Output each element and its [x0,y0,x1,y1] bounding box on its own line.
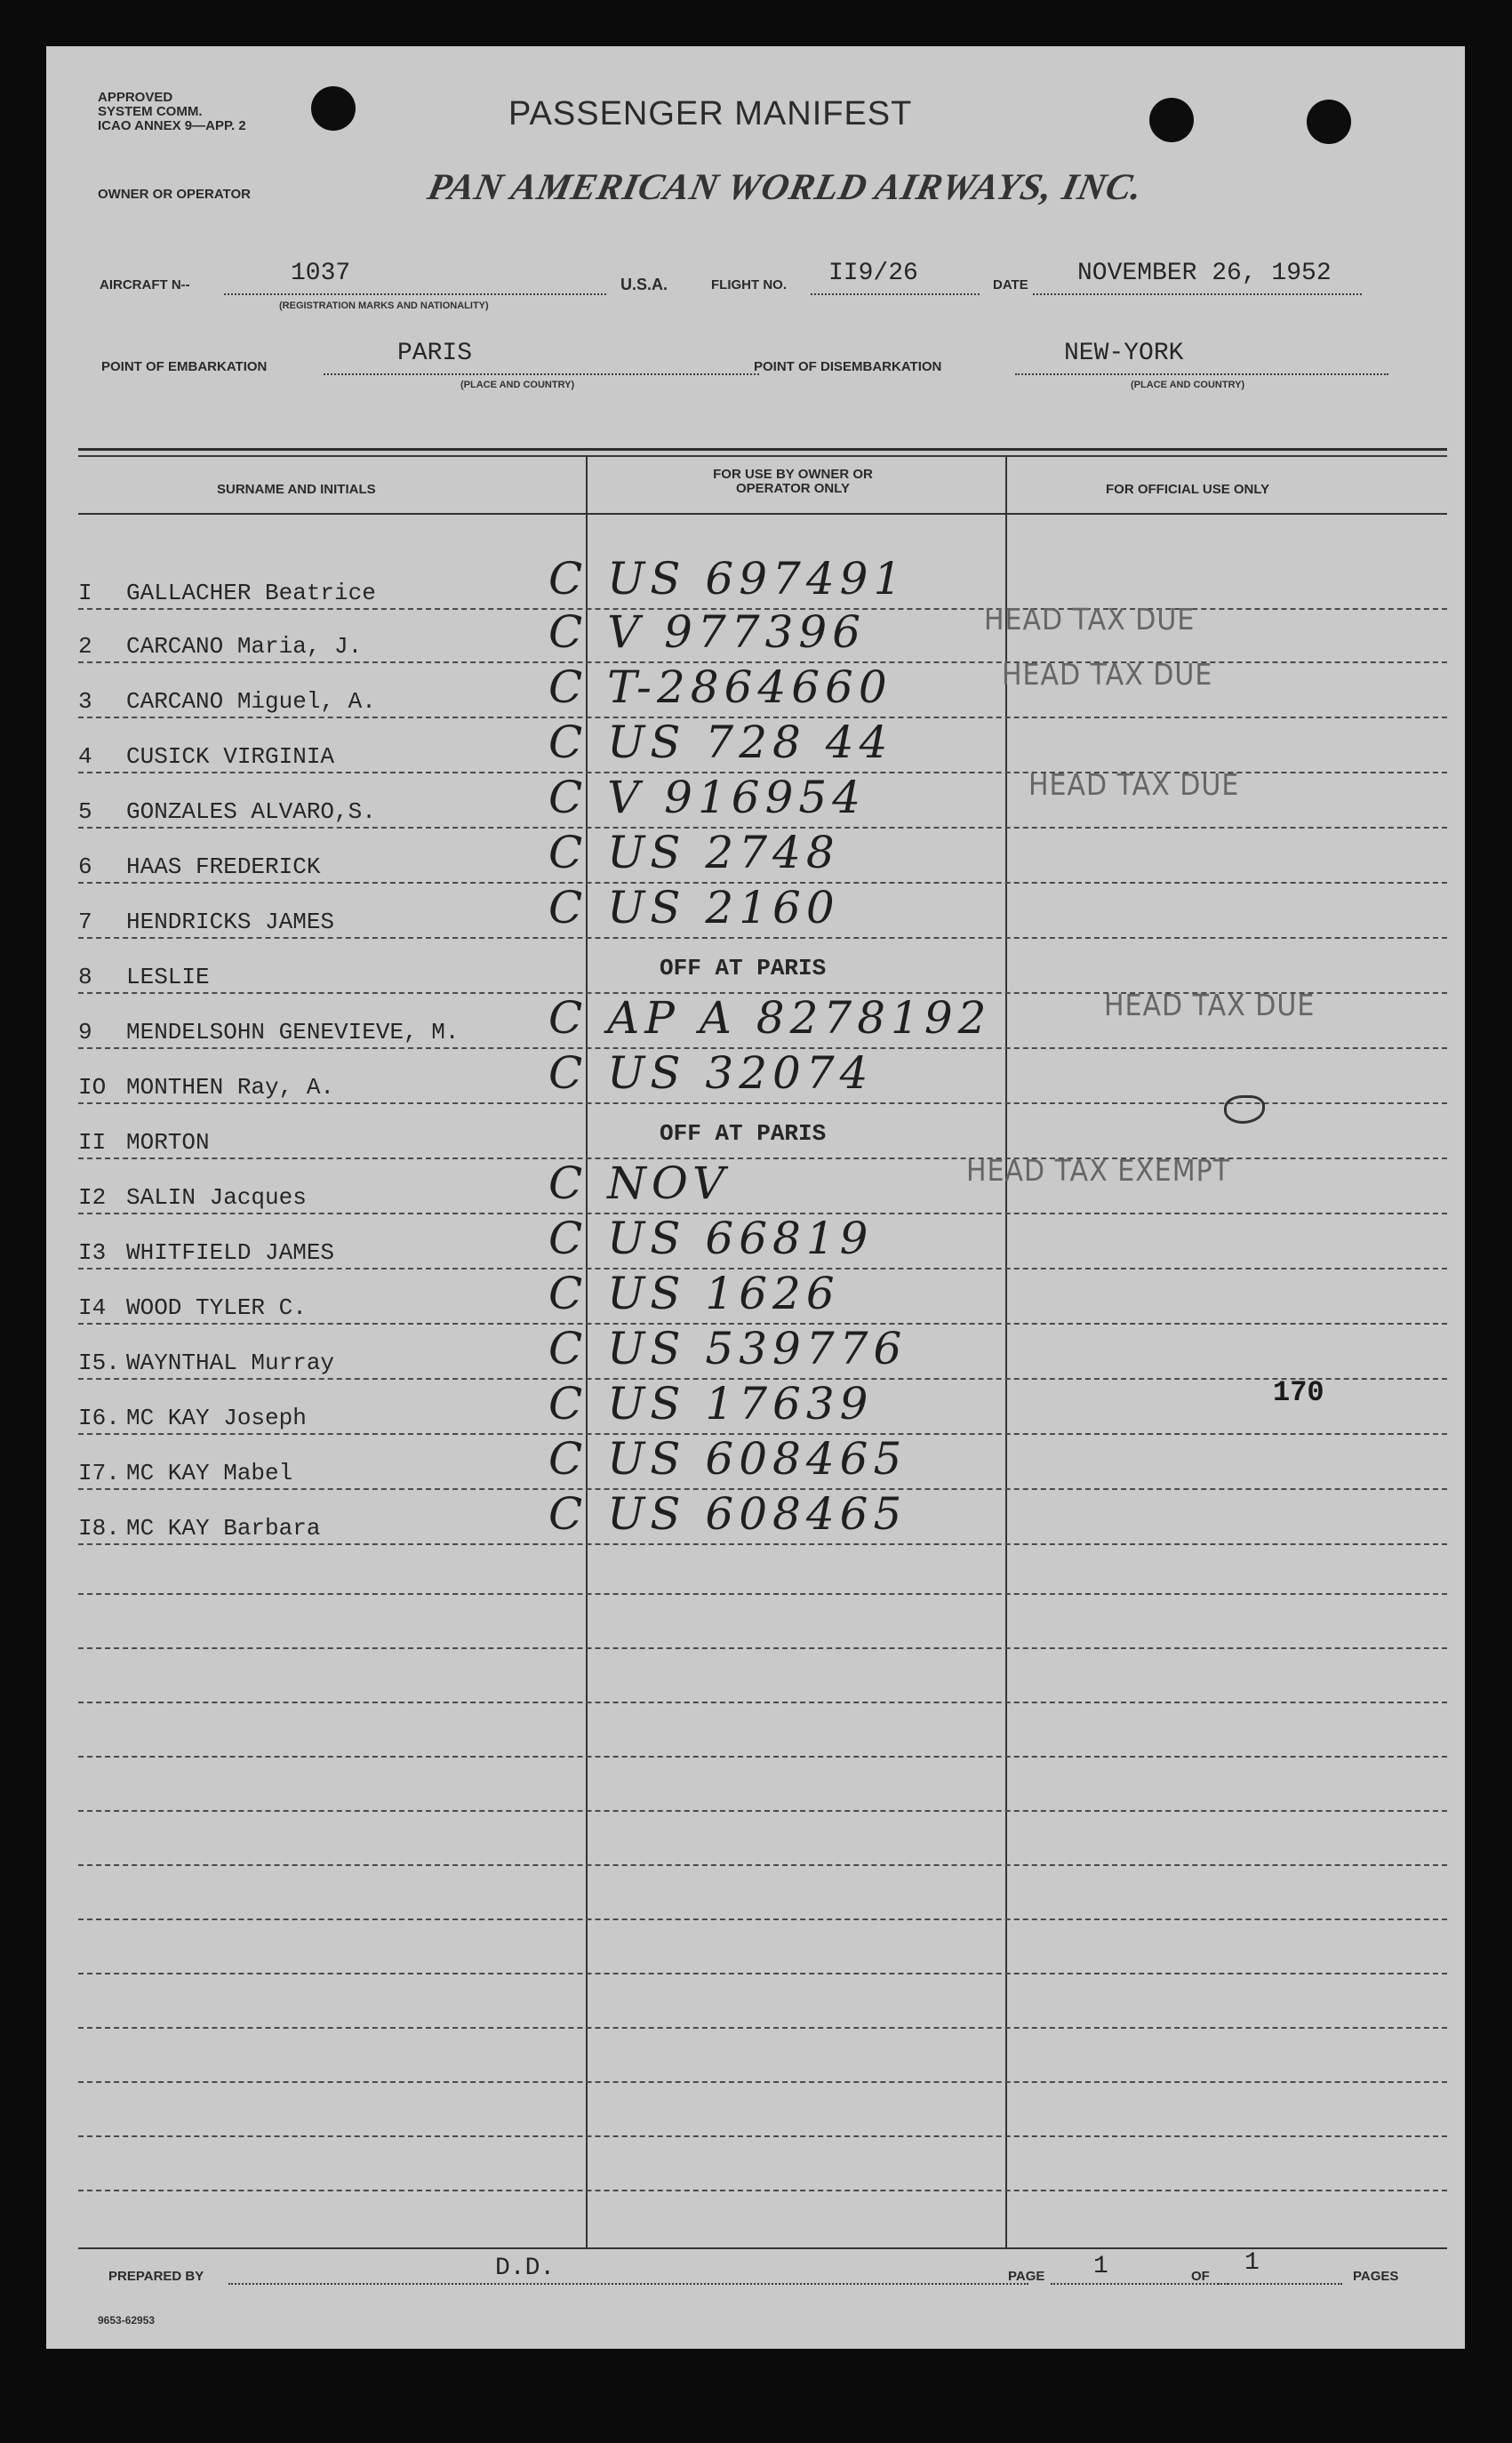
passport-number: C US 539776 [548,1323,908,1374]
owner-note: OFF AT PARIS [660,1120,827,1147]
row-rule [78,1543,1447,1545]
passport-number: C NOV [548,1157,731,1209]
aircraft-number: 1037 [291,260,351,287]
row-number: 3 [78,688,92,715]
row-number: 5 [78,798,92,825]
row-number: I5. [78,1350,120,1376]
passenger-name: LESLIE [126,964,210,990]
punch-hole [311,86,356,131]
head-tax-stamp: HEAD TAX DUE [984,603,1196,637]
row-rule [78,937,1447,939]
total-pages: 1 [1244,2249,1260,2277]
row-number: IO [78,1074,107,1101]
head-tax-stamp: HEAD TAX DUE [1002,658,1213,693]
passenger-name: MC KAY Joseph [126,1405,307,1431]
passport-number: C US 17639 [548,1378,874,1430]
disembark-label: POINT OF DISEMBARKATION [754,359,942,374]
pages-label: PAGES [1353,2269,1399,2284]
passenger-name: MONTHEN Ray, A. [126,1074,335,1101]
approval-line: ICAO ANNEX 9—APP. 2 [98,118,246,133]
owner-note: OFF AT PARIS [660,955,827,981]
of-underline [1218,2283,1342,2285]
column-divider [1005,457,1007,2248]
col-header-official: FOR OFFICIAL USE ONLY [1106,482,1270,497]
passenger-name: GALLACHER Beatrice [126,580,376,606]
prepared-underline [228,2283,1028,2285]
blank-row-rule [78,2081,1447,2083]
passenger-name: MENDELSOHN GENEVIEVE, M. [126,1019,460,1045]
flight-number: II9/26 [828,260,918,287]
embark-label: POINT OF EMBARKATION [101,359,268,374]
page-title: PASSENGER MANIFEST [508,95,913,132]
blank-row-rule [78,1918,1447,1920]
blank-row-rule [78,1647,1447,1649]
date-underline [1033,293,1362,295]
aircraft-label: AIRCRAFT N-- [100,277,190,292]
blank-row-rule [78,2190,1447,2191]
passenger-name: WHITFIELD JAMES [126,1239,335,1266]
passenger-name: HENDRICKS JAMES [126,909,335,935]
date-label: DATE [993,277,1028,292]
passport-number: C US 2160 [548,882,840,933]
passport-number: C US 608465 [548,1433,908,1485]
passenger-name: WAYNTHAL Murray [126,1350,335,1376]
row-number: 6 [78,853,92,880]
approval-line: SYSTEM COMM. [98,104,203,119]
prepared-label: PREPARED BY [108,2269,204,2284]
blank-row-rule [78,1810,1447,1812]
row-number: I4 [78,1294,107,1321]
table-top-rule [78,455,1447,457]
disembark-caption: (PLACE AND COUNTRY) [1131,380,1245,390]
passport-number: C US 66819 [548,1213,874,1264]
passenger-name: CARCANO Maria, J. [126,633,363,660]
header-rule [78,513,1447,515]
embark-place: PARIS [397,340,473,367]
footer-rule [78,2247,1447,2249]
flight-no-label: FLIGHT NO. [711,277,787,292]
check-mark [1224,1095,1265,1124]
row-number: I3 [78,1239,107,1266]
blank-row-rule [78,1864,1447,1866]
row-number: I7. [78,1460,120,1486]
form-code: 9653-62953 [98,2314,156,2327]
passport-number: C AP A 8278192 [548,992,992,1044]
passenger-name: HAAS FREDERICK [126,853,321,880]
approval-line: APPROVED [98,90,173,105]
row-number: 4 [78,743,92,770]
registration-caption: (REGISTRATION MARKS AND NATIONALITY) [279,300,489,311]
passenger-name: WOOD TYLER C. [126,1294,307,1321]
row-number: 7 [78,909,92,935]
row-number: 2 [78,633,92,660]
passenger-name: SALIN Jacques [126,1184,307,1211]
prepared-by: D.D. [495,2255,556,2282]
head-tax-stamp: HEAD TAX DUE [1104,989,1316,1023]
embark-underline [324,373,759,375]
flight-date: NOVEMBER 26, 1952 [1077,260,1332,287]
punch-hole [1307,100,1351,144]
blank-row-rule [78,1593,1447,1595]
passport-number: C US 697491 [548,553,908,605]
passport-number: C US 32074 [548,1047,874,1099]
row-rule [78,1157,1447,1159]
row-number: II [78,1129,107,1156]
country-label: U.S.A. [620,276,668,293]
blank-row-rule [78,1973,1447,1974]
embark-caption: (PLACE AND COUNTRY) [460,380,575,390]
page-label: PAGE [1008,2269,1045,2284]
aircraft-underline [224,293,606,295]
passport-number: C US 1626 [548,1268,840,1319]
owner-label: OWNER OR OPERATOR [98,187,251,202]
passport-number: C T-2864660 [548,661,892,713]
passenger-name: MORTON [126,1129,210,1156]
passenger-name: GONZALES ALVARO,S. [126,798,376,825]
table-top-rule [78,448,1447,451]
disembark-underline [1015,373,1388,375]
passenger-name: MC KAY Barbara [126,1515,321,1542]
airline-name: PAN AMERICAN WORLD AIRWAYS, INC. [424,167,1147,208]
punch-hole [1149,98,1194,142]
row-number: 9 [78,1019,92,1045]
passport-number: C US 608465 [548,1488,908,1540]
col-header-names: SURNAME AND INITIALS [217,482,376,497]
head-tax-stamp: HEAD TAX EXEMPT [966,1154,1231,1189]
passenger-name: CUSICK VIRGINIA [126,743,335,770]
passport-number: C US 2748 [548,827,840,878]
passport-number: C V 977396 [548,606,867,658]
of-label: OF [1191,2269,1210,2284]
passenger-name: CARCANO Miguel, A. [126,688,376,715]
col-header-owner: FOR USE BY OWNER OR OPERATOR ONLY [713,467,873,496]
row-number: I6. [78,1405,120,1431]
row-number: I [78,580,92,606]
blank-row-rule [78,1702,1447,1703]
official-number: 170 [1273,1376,1324,1409]
passport-number: C V 916954 [548,772,867,823]
manifest-sheet [46,46,1465,2349]
blank-row-rule [78,2027,1447,2029]
page-number: 1 [1093,2253,1108,2280]
passenger-name: MC KAY Mabel [126,1460,293,1486]
disembark-place: NEW-YORK [1064,340,1184,367]
row-number: I8. [78,1515,120,1542]
row-number: I2 [78,1184,107,1211]
row-number: 8 [78,964,92,990]
passport-number: C US 728 44 [548,717,893,768]
head-tax-stamp: HEAD TAX DUE [1028,768,1240,803]
blank-row-rule [78,2135,1447,2137]
flight-no-underline [811,293,980,295]
blank-row-rule [78,1756,1447,1758]
